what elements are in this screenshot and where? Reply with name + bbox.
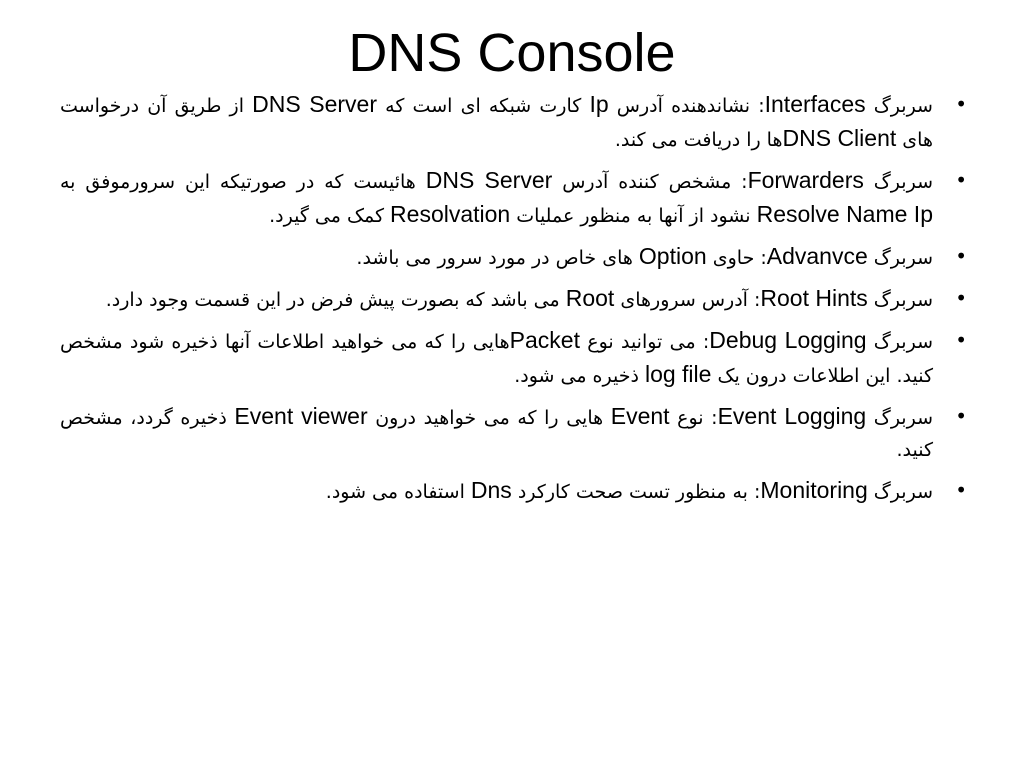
bullet-monitoring: • سربرگ Monitoring: به منظور تست صحت کارکرد Dns استفاده می شود.	[60, 474, 933, 508]
bullet-interfaces: • سربرگ Interfaces: نشاندهنده آدرس Ip کارت شبکه ای است که DNS Server از طریق آن درخواست های DNS Clientها را دریافت می کند.	[60, 88, 933, 156]
bullet-root-hints: • سربرگ Root Hints: آدرس سرورهای Root می باشد که بصورت پیش فرض در این قسمت وجود دارد.	[60, 282, 933, 316]
bullet-forwarders: • سربرگ Forwarders: مشخص کننده آدرس DNS Server هائیست که در صورتیکه این سرورموفق به Resolve Name Ip نشود از آنها به منظور عملیات Resolvation کمک می گیرد.	[60, 164, 933, 232]
bullet-list	[60, 88, 965, 516]
bullet-advanced: • سربرگ Advanvce: حاوی Option های خاص در مورد سرور می باشد.	[60, 240, 933, 274]
bullet-debug-logging: • سربرگ Debug Logging: می توانید نوع Packetهایی را که می خواهید اطلاعات آنها ذخیره شود مشخص کنید. این اطلاعات درون یک log file ذخیره می شود.	[60, 324, 933, 392]
bullet-event-logging: • سربرگ Event Logging: نوع Event هایی را که می خواهید درون Event viewer ذخیره گردد، مشخص کنید.	[60, 400, 933, 466]
slide-title: DNS Console	[348, 23, 676, 83]
